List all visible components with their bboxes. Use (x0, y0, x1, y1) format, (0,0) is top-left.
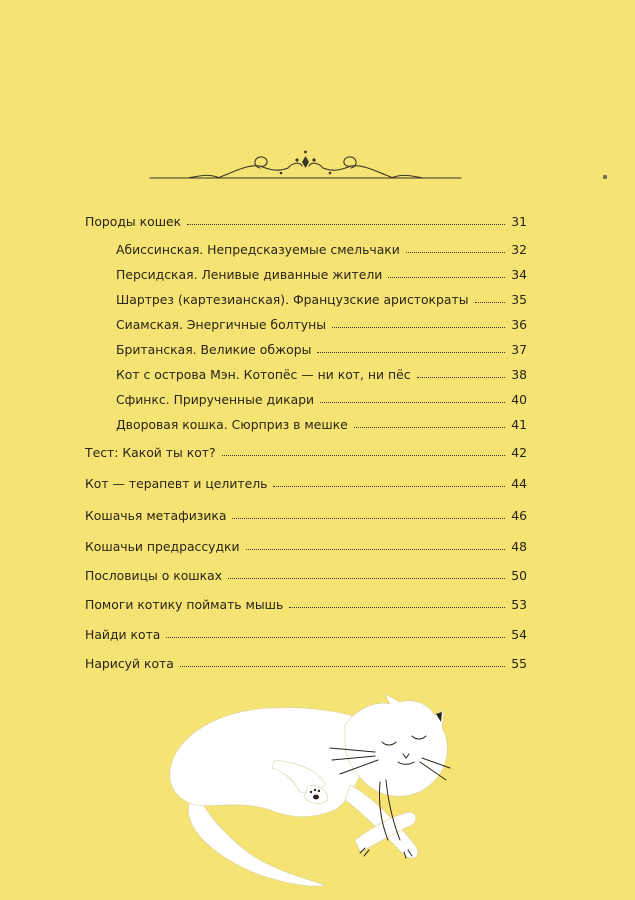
toc-entry-page: 32 (511, 242, 527, 257)
toc-entry-page: 37 (511, 342, 527, 357)
toc-entry[interactable] (116, 292, 527, 308)
toc-entry-page: 36 (511, 317, 527, 332)
toc-dot-leader (289, 606, 505, 608)
ornament-divider-icon (148, 148, 463, 188)
toc-dot-leader (222, 454, 506, 456)
toc-entry-page: 54 (511, 627, 527, 642)
toc-entry-title: Нарисуй кота (85, 656, 174, 671)
toc-dot-leader (228, 577, 505, 579)
toc-entry-page: 31 (511, 214, 527, 229)
toc-entry-page: 46 (511, 508, 527, 523)
toc-entry-page: 55 (511, 656, 527, 671)
toc-entry-page: 53 (511, 597, 527, 612)
toc-dot-leader (354, 426, 505, 428)
toc-entry-title: Кот — терапевт и целитель (85, 476, 268, 491)
toc-dot-leader (232, 517, 505, 519)
toc-entry-title: Дворовая кошка. Сюрприз в мешке (116, 417, 348, 432)
toc-dot-leader (320, 401, 505, 403)
toc-dot-leader (332, 326, 505, 328)
toc-entry[interactable] (85, 568, 527, 584)
toc-entry[interactable] (116, 342, 527, 358)
toc-entry-title: Кот с острова Мэн. Котопёс — ни кот, ни пёс (116, 367, 411, 382)
toc-dot-leader (388, 276, 505, 278)
toc-dot-leader (180, 665, 505, 667)
toc-entry[interactable] (116, 417, 527, 433)
toc-entry[interactable] (85, 597, 527, 613)
toc-entry[interactable] (85, 656, 527, 672)
toc-entry-title: Породы кошек (85, 214, 182, 229)
toc-entry-page: 38 (511, 367, 527, 382)
sleeping-cat-icon (160, 690, 460, 890)
toc-entry-page: 41 (511, 417, 527, 432)
toc-entry-page: 34 (511, 267, 527, 282)
toc-entry-title: Пословицы о кошках (85, 568, 223, 583)
toc-dot-leader (187, 223, 505, 225)
toc-entry-page: 48 (511, 539, 527, 554)
toc-entry-title: Помоги котику поймать мышь (85, 597, 284, 612)
toc-entry-title: Абиссинская. Непредсказуемые смельчаки (116, 242, 400, 257)
toc-dot-leader (406, 251, 505, 253)
toc-entry-title: Сфинкс. Прирученные дикари (116, 392, 315, 407)
toc-dot-leader (273, 485, 505, 487)
toc-entry[interactable] (116, 367, 527, 383)
toc-entry[interactable] (85, 445, 527, 461)
toc-entry-page: 35 (511, 292, 527, 307)
toc-entry-title: Шартрез (картезианская). Французские аристократы (116, 292, 469, 307)
toc-entry[interactable] (116, 392, 527, 408)
toc-entry[interactable] (85, 627, 527, 643)
toc-entry-title: Персидская. Ленивые диванные жители (116, 267, 383, 282)
toc-entry[interactable] (116, 317, 527, 333)
toc-dot-leader (475, 301, 506, 303)
toc-entry-title: Найди кота (85, 627, 161, 642)
toc-dot-leader (246, 548, 506, 550)
toc-entry-page: 42 (511, 445, 527, 460)
toc-entry[interactable] (85, 214, 527, 230)
toc-entry-page: 40 (511, 392, 527, 407)
toc-entry[interactable] (85, 508, 527, 524)
toc-entry-title: Сиамская. Энергичные болтуны (116, 317, 327, 332)
toc-entry[interactable] (85, 476, 527, 492)
toc-dot-leader (417, 376, 506, 378)
toc-dot-leader (166, 636, 505, 638)
toc-entry-page: 50 (511, 568, 527, 583)
toc-entry[interactable] (116, 267, 527, 283)
toc-dot-leader (317, 351, 505, 353)
toc-entry-title: Тест: Какой ты кот? (85, 445, 216, 460)
toc-entry-title: Кошачья метафизика (85, 508, 227, 523)
print-speck (603, 175, 607, 179)
toc-entry-title: Кошачьи предрассудки (85, 539, 240, 554)
toc-entry[interactable] (85, 539, 527, 555)
toc-entry-page: 44 (511, 476, 527, 491)
toc-entry[interactable] (116, 242, 527, 258)
toc-entry-title: Британская. Великие обжоры (116, 342, 312, 357)
